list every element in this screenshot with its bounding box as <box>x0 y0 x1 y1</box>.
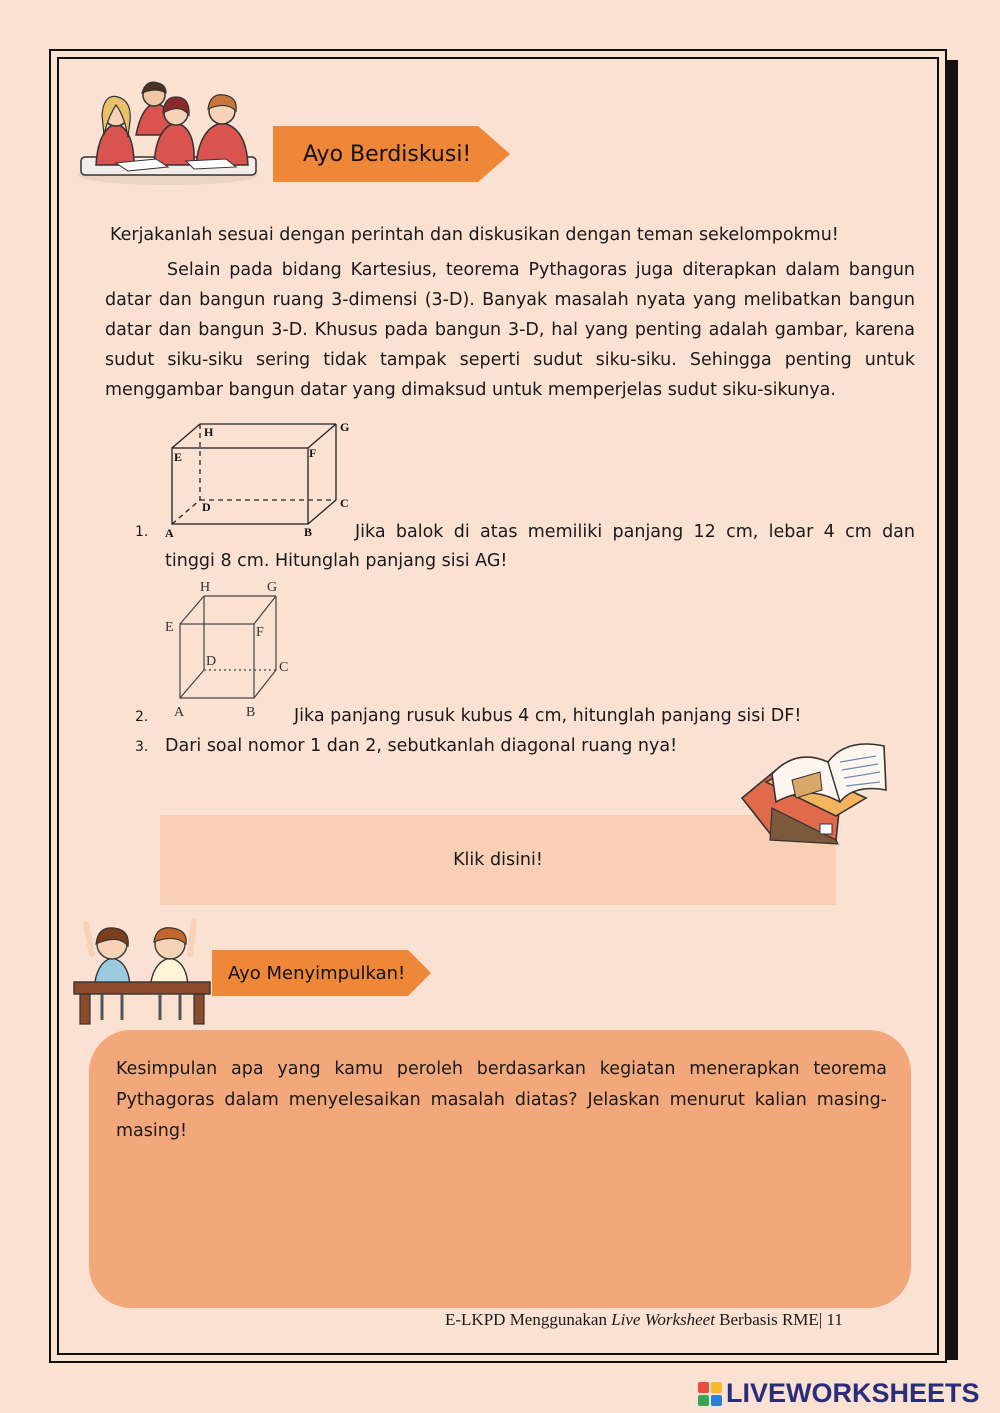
liveworksheets-brand[interactable] <box>698 1378 980 1409</box>
cube-diagram <box>160 576 300 721</box>
cube-label-h: H <box>200 580 211 595</box>
cube-label-b: B <box>246 705 256 720</box>
cuboid-label-f: F <box>309 446 317 460</box>
discuss-banner-label: Ayo Berdiskusi! <box>303 141 472 167</box>
cuboid-diagram <box>160 418 360 542</box>
cuboid-label-c: C <box>340 496 349 510</box>
cuboid-label-h: H <box>204 425 214 439</box>
footer-prefix: E-LKPD Menggunakan <box>445 1310 612 1329</box>
cube-label-c: C <box>279 660 289 675</box>
footer-italic: Live Worksheet <box>611 1310 715 1329</box>
student-right <box>196 95 248 165</box>
footer-suffix: Berbasis RME| 11 <box>714 1310 843 1329</box>
cuboid-label-a: A <box>165 526 174 540</box>
cube-label-d: D <box>206 654 217 669</box>
question-2-text: Jika panjang rusuk kubus 4 cm, hitunglah panjang sisi DF! <box>294 706 802 726</box>
kid-right <box>150 922 194 990</box>
page-footer <box>445 1310 843 1330</box>
intro-paragraph-text: Selain pada bidang Kartesius, teorema Pythagoras juga diterapkan dalam bangun datar dan bangun ruang 3-dimensi (3-D). Banyak masalah nyata yang melibatkan bangun datar dan bangun 3-D. Khusus pada bangun 3-D, hal yang penting adalah gambar, karena sudut siku-siku sering tidak tampak seperti sudut siku-siku. Sehingga penting untuk menggambar bangun datar yang dimaksud untuk memperjelas sudut siku-sikunya. <box>105 260 915 400</box>
click-here-label: Klik disini! <box>453 850 543 870</box>
cuboid-label-g: G <box>340 420 350 434</box>
kids-at-desk-illustration <box>72 914 212 1026</box>
cuboid-label-d: D <box>202 500 211 514</box>
question-3-text: Dari soal nomor 1 dan 2, sebutkanlah diagonal ruang nya! <box>165 736 678 756</box>
liveworksheets-logo-icon <box>698 1382 722 1406</box>
question-1-line2: tinggi 8 cm. Hitunglah panjang sisi AG! <box>165 551 508 571</box>
discuss-banner <box>273 126 478 182</box>
student-left <box>96 96 134 165</box>
intro-paragraph <box>105 255 915 405</box>
conclusion-prompt: Kesimpulan apa yang kamu peroleh berdasarkan kegiatan menerapkan teorema Pythagoras dalam menyelesaikan masalah diatas? Jelaskan menurut kalian masing-masing! <box>116 1059 887 1141</box>
conclude-banner <box>212 950 408 996</box>
cube-label-a: A <box>174 705 185 720</box>
students-studying-illustration <box>76 75 260 187</box>
books-illustration <box>736 728 890 846</box>
question-3-number: 3. <box>135 739 149 755</box>
cuboid-label-b: B <box>304 525 313 539</box>
question-1-number: 1. <box>135 524 149 540</box>
click-here-button[interactable] <box>160 815 836 905</box>
liveworksheets-brand-text: LIVEWORKSHEETS <box>726 1378 980 1408</box>
instruction-text: Kerjakanlah sesuai dengan perintah dan diskusikan dengan teman sekelompokmu! <box>110 225 839 245</box>
cuboid-label-e: E <box>174 450 183 464</box>
question-1-line1: Jika balok di atas memiliki panjang 12 cm, lebar 4 cm dan <box>355 522 915 542</box>
question-2-number: 2. <box>135 709 149 725</box>
conclude-banner-label: Ayo Menyimpulkan! <box>228 962 406 984</box>
kid-left <box>86 924 130 990</box>
cube-label-e: E <box>165 620 174 635</box>
cube-label-f: F <box>256 625 264 640</box>
cube-label-g: G <box>267 580 278 595</box>
conclusion-box[interactable] <box>89 1030 911 1308</box>
